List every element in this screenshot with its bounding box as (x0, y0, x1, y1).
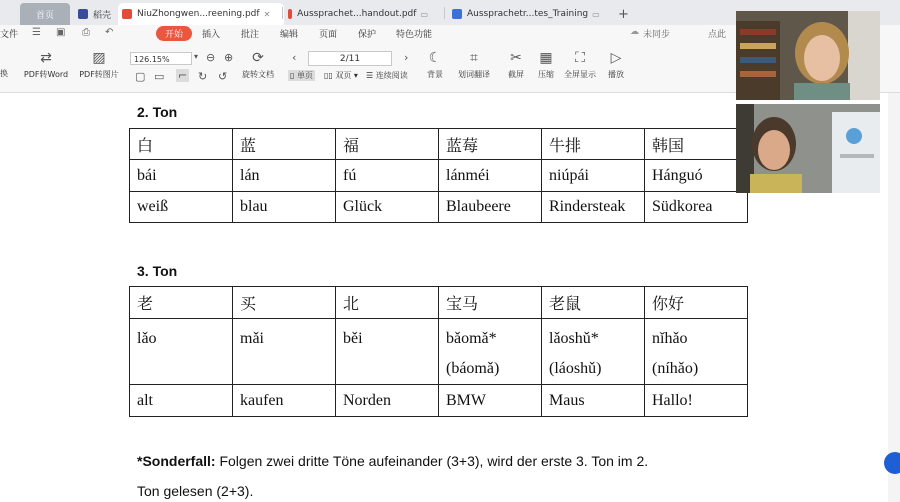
help-button[interactable] (884, 452, 900, 474)
sync-status[interactable]: 未同步 (643, 30, 671, 40)
table-3rd-tone (129, 286, 748, 417)
video-participant-2[interactable] (736, 104, 880, 193)
pdf-icon (122, 9, 132, 19)
menu-start[interactable]: 开始 (156, 26, 192, 41)
save-icon[interactable]: ▣ (56, 27, 66, 38)
table-cell: niúpái (542, 160, 645, 192)
single-page-button[interactable] (288, 70, 315, 81)
pinyin-line: mǎi (240, 330, 264, 347)
note-line-1 (137, 453, 648, 469)
note-text-1: Folgen zwei dritte Töne aufeinander (3+3), wird der erste 3. Ton im 2. (215, 453, 649, 469)
compress-button[interactable] (534, 50, 558, 80)
table-cell: 韩国 (645, 129, 748, 160)
table-cell: Hallo! (645, 385, 748, 417)
doc-icon (452, 9, 462, 19)
tab-handout[interactable] (288, 3, 428, 25)
rotate-doc-label: 旋转文档 (242, 70, 274, 79)
play-icon: ▷ (610, 50, 622, 66)
menu-edit[interactable]: 编辑 (280, 30, 299, 40)
rotate-icon[interactable]: ↻ (198, 70, 208, 83)
video-participant-1[interactable] (736, 11, 880, 100)
pinyin-variant-line: (báomǎ) (446, 360, 500, 377)
tab-home-label: 首页 (35, 10, 54, 21)
compress-label: 压缩 (538, 70, 554, 79)
table-cell: bái (130, 160, 233, 192)
screenshot-label: 截屏 (508, 70, 524, 79)
table-cell (233, 319, 336, 385)
translate-icon: ⌗ (470, 50, 478, 66)
tab-home[interactable] (20, 3, 70, 25)
chevron-down-icon[interactable]: ▾ (194, 52, 199, 61)
continuous-read-button[interactable] (366, 70, 408, 81)
participant-2-image (736, 104, 880, 193)
rotate-doc-icon: ⟳ (252, 50, 264, 66)
tab-daoke-label: 稻壳 (93, 10, 112, 21)
continuous-label: 连续阅读 (375, 71, 408, 80)
single-page-icon: ▯ (290, 71, 295, 80)
zoom-out-icon[interactable]: ⊖ (206, 51, 216, 64)
tab-daoke[interactable] (78, 3, 118, 25)
pdf-to-word-label: PDF转Word (23, 70, 69, 79)
single-page-label: 单页 (296, 71, 313, 80)
pdf-to-image-label: PDF转图片 (79, 70, 119, 79)
play-label: 播放 (608, 70, 624, 79)
menu-comment[interactable]: 批注 (241, 30, 260, 40)
table-cell: Glück (336, 192, 439, 223)
scrollbar[interactable] (888, 93, 900, 502)
compress-icon: ▦ (539, 50, 553, 66)
tab-divider (444, 7, 445, 19)
table-cell (645, 319, 748, 385)
note-bold: *Sonderfall: (137, 453, 216, 469)
table-cell: Norden (336, 385, 439, 417)
double-page-button[interactable]: ▯▯ 双页 ▾ (324, 71, 358, 80)
table-cell: 你好 (645, 287, 748, 319)
table-cell: Hánguó (645, 160, 748, 192)
table-cell: 老 (130, 287, 233, 319)
select-icon[interactable]: ⌐ (178, 69, 188, 82)
menu-features[interactable]: 特色功能 (396, 30, 433, 40)
table-cell (130, 319, 233, 385)
table-cell: Blaubeere (439, 192, 542, 223)
background-label: 背景 (427, 70, 443, 79)
page-number-field[interactable] (308, 51, 392, 66)
background-button[interactable] (420, 50, 450, 80)
fit-page-icon[interactable]: ▢ (135, 70, 146, 83)
pdf-image-icon: ▨ (92, 50, 106, 66)
play-button[interactable] (604, 50, 628, 80)
monitor-icon: ▭ (592, 9, 600, 19)
tab-divider (282, 7, 283, 19)
table-cell: 牛排 (542, 129, 645, 160)
menu-icon[interactable]: ☰ (32, 27, 41, 38)
table-row (130, 192, 748, 223)
table-cell (439, 319, 542, 385)
fullscreen-label: 全屏显示 (564, 70, 596, 79)
table-cell: Südkorea (645, 192, 748, 223)
daoke-icon (78, 9, 88, 19)
page-total: /11 (345, 54, 361, 64)
table-row (130, 129, 748, 160)
table-cell: 宝马 (439, 287, 542, 319)
fullscreen-button[interactable] (563, 50, 597, 80)
section-heading-3rd-tone: 3. Ton (137, 263, 178, 279)
table-cell: blau (233, 192, 336, 223)
scissors-icon: ✂ (510, 50, 522, 66)
pinyin-variant-line: (láoshǔ) (549, 360, 602, 377)
pinyin-line: běi (343, 330, 363, 347)
table-cell (542, 319, 645, 385)
participant-1-image (736, 11, 880, 100)
tab-training[interactable] (452, 3, 610, 25)
menu-file[interactable]: 文件 (0, 30, 19, 40)
table-cell: 买 (233, 287, 336, 319)
next-page-icon[interactable]: › (404, 51, 409, 64)
pinyin-line: bǎomǎ* (446, 330, 497, 347)
close-icon[interactable]: ✕ (263, 9, 271, 19)
table-cell: lán (233, 160, 336, 192)
pdf-icon (288, 9, 292, 19)
table-cell: 白 (130, 129, 233, 160)
table-cell: 蓝莓 (439, 129, 542, 160)
print-icon[interactable]: ⎙ (82, 27, 90, 38)
rotate-left-icon[interactable]: ↺ (218, 70, 228, 83)
table-cell: Rindersteak (542, 192, 645, 223)
plus-icon[interactable]: + (618, 6, 629, 22)
table-row (130, 160, 748, 192)
table-cell: 福 (336, 129, 439, 160)
table-cell: Maus (542, 385, 645, 417)
moon-icon: ☾ (428, 50, 442, 66)
table-cell: alt (130, 385, 233, 417)
menu-insert[interactable]: 插入 (202, 30, 221, 40)
tab-niuzhongwen-label: NiuZhongwen...reening.pdf (137, 9, 260, 19)
pinyin-line: lǎoshǔ* (549, 330, 599, 347)
section-heading-2nd-tone: 2. Ton (137, 104, 178, 120)
table-cell: 蓝 (233, 129, 336, 160)
tab-niuzhongwen[interactable] (118, 3, 284, 25)
pdf-to-image-button[interactable] (78, 50, 120, 80)
menu-page[interactable]: 页面 (319, 30, 338, 40)
pinyin-variant-line: (níhǎo) (652, 360, 699, 377)
screenshot-button[interactable] (503, 50, 529, 80)
menu-protect[interactable]: 保护 (358, 30, 377, 40)
fullscreen-icon: ⛶ (575, 50, 585, 66)
table-cell: BMW (439, 385, 542, 417)
cloud-icon: ☁ (630, 27, 639, 37)
page-current: 2 (339, 54, 346, 64)
undo-icon[interactable]: ↶ (105, 27, 114, 38)
table-cell: weiß (130, 192, 233, 223)
pinyin-line: lǎo (137, 330, 157, 347)
tab-handout-label: Aussprachet...handout.pdf (297, 9, 417, 19)
rotate-doc-button[interactable] (240, 50, 276, 80)
zoom-select[interactable]: 126.15% (130, 52, 192, 65)
fit-width-icon[interactable]: ▭ (154, 70, 165, 83)
monitor-icon: ▭ (420, 9, 428, 19)
translate-button[interactable] (456, 50, 492, 80)
table-cell: fú (336, 160, 439, 192)
table-row (130, 319, 748, 385)
table-cell: lánméi (439, 160, 542, 192)
zoom-in-icon[interactable]: ⊕ (224, 51, 234, 64)
table-cell (336, 319, 439, 385)
tab-training-label: Aussprachetr...tes_Training (467, 9, 589, 19)
prev-page-icon[interactable]: ‹ (292, 51, 297, 64)
table-row (130, 287, 748, 319)
pdf-word-icon: ⇄ (40, 50, 52, 66)
double-page-icon: ▯▯ (324, 71, 333, 80)
table-cell: 北 (336, 287, 439, 319)
table-cell: kaufen (233, 385, 336, 417)
table-row (130, 385, 748, 417)
convert-cut-label: 换 (0, 69, 8, 78)
continuous-icon: ☰ (366, 71, 374, 80)
pdf-to-word-button[interactable] (22, 50, 70, 80)
more-hint[interactable]: 点此 (708, 30, 727, 40)
double-page-label: 双页 (335, 71, 352, 80)
table-2nd-tone (129, 128, 748, 223)
translate-label: 划词翻译 (458, 70, 490, 79)
pinyin-line: nǐhǎo (652, 330, 688, 347)
table-cell: 老鼠 (542, 287, 645, 319)
note-line-2: Ton gelesen (2+3). (137, 483, 254, 499)
